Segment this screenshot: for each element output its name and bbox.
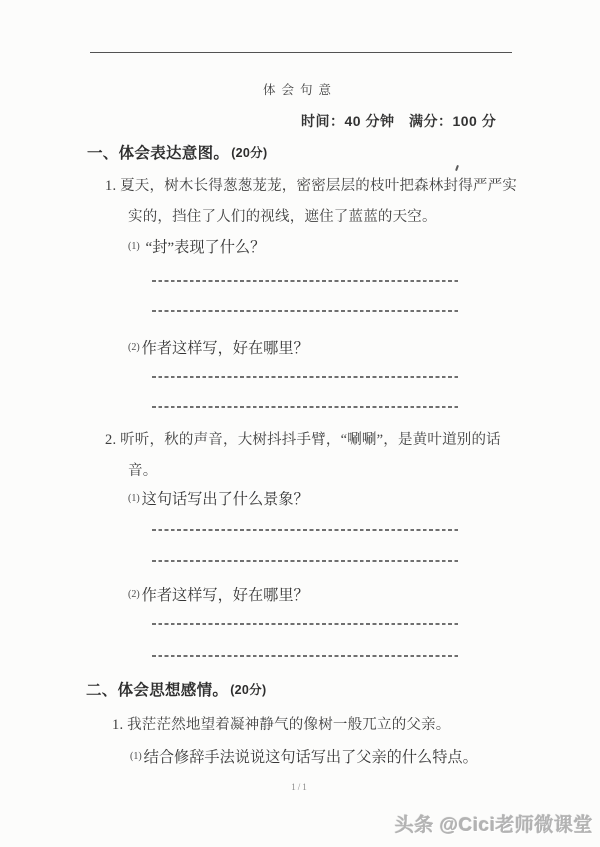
answer-line [152, 529, 458, 531]
question-line: 实的，挡住了人们的视线，遮住了蓝蓝的天空。 [128, 209, 437, 225]
answer-line [152, 655, 458, 657]
answer-line [152, 310, 458, 312]
sub-question-marker: (1) [128, 492, 140, 504]
sub-question [128, 488, 309, 509]
section-score: (20分) [231, 146, 268, 160]
sub-question-text: 作者这样写，好在哪里？ [141, 340, 309, 357]
sub-question-text: 结合修辞手法说说这句话写出了父亲的什么特点。 [143, 749, 478, 766]
section-one-heading [87, 141, 267, 163]
emphasis-mark [455, 165, 459, 171]
section-score: (20分) [230, 683, 267, 697]
page-number: 1/1 [291, 782, 309, 792]
top-rule [90, 52, 512, 53]
sub-question-text: 作者这样写，好在哪里？ [141, 587, 309, 604]
question-line: 1. 夏天，树木长得葱葱茏茏，密密层层的枝叶把森林封得严严实 [105, 178, 517, 194]
sub-question-marker: (2) [128, 588, 140, 600]
section-heading-label: 一、体会表达意图。 [87, 145, 230, 162]
answer-line [152, 406, 458, 408]
sub-question [128, 236, 265, 257]
answer-line [152, 560, 458, 562]
answer-line [152, 376, 458, 378]
sub-question [128, 337, 309, 358]
exam-meta: 时间：40 分钟 满分：100 分 [301, 113, 497, 129]
answer-line [152, 623, 458, 625]
sub-question-text: 这句话写出了什么景象？ [141, 491, 309, 508]
watermark: 头条 @Cici老师微课堂 [394, 815, 593, 836]
document-title: 体会句意 [262, 83, 337, 97]
question-line: 2. 听听，秋的声音，大树抖抖手臂，“唰唰”，是黄叶道别的话 [105, 432, 501, 448]
section-heading-label: 二、体会思想感情。 [86, 682, 229, 699]
sub-question-marker: (1) [130, 750, 142, 762]
sub-question [130, 746, 478, 767]
sub-question-text: “封”表现了什么？ [141, 239, 266, 256]
question-line: 音。 [128, 463, 158, 479]
sub-question-marker: (2) [128, 341, 140, 353]
sub-question [128, 584, 309, 605]
answer-line [152, 280, 458, 282]
sub-question-marker: (1) [128, 240, 140, 252]
question-line: 1. 我茫茫然地望着凝神静气的像树一般兀立的父亲。 [112, 717, 451, 733]
section-two-heading [86, 678, 266, 700]
